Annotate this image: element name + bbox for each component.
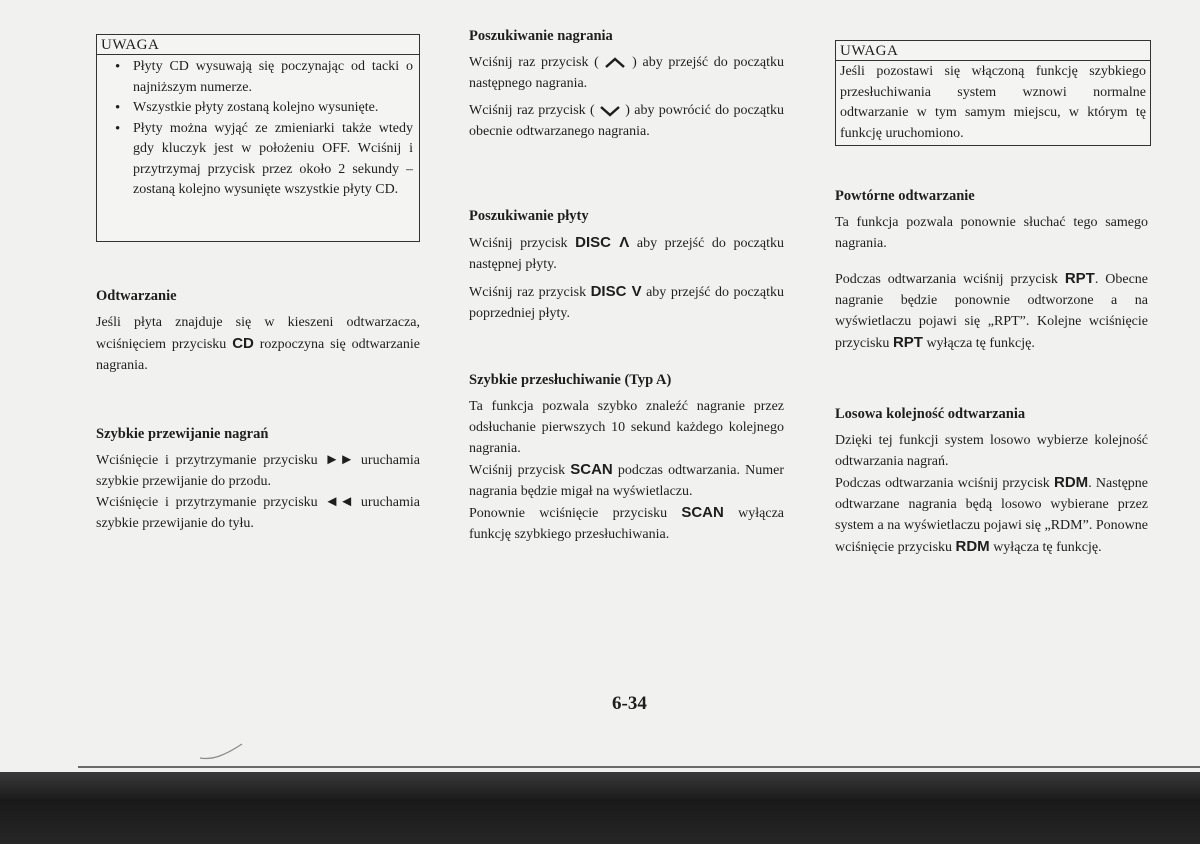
section-text: Ponownie wciśnięcie przycisku SCAN wyłącza funkcję szybkiego przesłuchiwania. — [469, 504, 784, 542]
section-heading: Poszukiwanie płyty — [469, 208, 589, 224]
rdm-button-label: RDM — [955, 538, 990, 555]
rpt-button-label: RPT — [892, 334, 923, 351]
pen-mark-icon — [198, 742, 244, 762]
page-edge-line — [78, 766, 1200, 768]
notice-header: UWAGA — [97, 35, 419, 55]
notice-item: • Płyty CD wysuwają się poczynając od tacki o najniższym numerze. — [133, 57, 413, 98]
page-number: 6-34 — [612, 693, 647, 714]
section-heading: Poszukiwanie nagrania — [469, 28, 613, 44]
section-track-search — [469, 26, 784, 142]
section-heading: Losowa kolejność odtwarzania — [835, 406, 1026, 422]
notice-list — [97, 55, 419, 203]
notice-header: UWAGA — [836, 41, 1150, 61]
chevron-up-icon — [604, 57, 626, 69]
cd-button-label: CD — [232, 335, 254, 352]
section-text: Wciśnij raz przycisk DISC V aby przejść do początku poprzedniej płyty. — [469, 283, 784, 321]
section-text: Jeśli płyta znajduje się w kieszeni odtwarzacza, wciśnięciem przycisku CD rozpoczyna się odtwarzanie nagrania. — [96, 315, 420, 373]
chevron-down-icon — [599, 105, 621, 117]
scan-button-label: SCAN — [681, 504, 724, 521]
scan-background-strip — [0, 772, 1200, 844]
section-random — [835, 404, 1148, 558]
disc-down-button-label: DISC V — [590, 283, 642, 300]
section-playback — [96, 286, 420, 376]
fast-forward-icon: ►► — [324, 452, 355, 468]
scan-button-label: SCAN — [570, 461, 613, 478]
notice-item: • Płyty można wyjąć ze zmieniarki także wtedy gdy kluczyk jest w położeniu OFF. Wciśnij i przytrzymaj przycisk przez około 2 sekundy – zostaną kolejno wysunięte wszystkie płyty CD. — [133, 119, 413, 201]
section-text: Wciśnięcie i przytrzymanie przycisku ◄◄ uruchamia szybkie przewijanie do tyłu. — [96, 494, 420, 531]
section-heading: Odtwarzanie — [96, 288, 177, 304]
section-fast-wind — [96, 424, 420, 534]
section-text: Wciśnij przycisk DISC Λ aby przejść do początku następnej płyty. — [469, 234, 785, 272]
notice-box-left — [96, 34, 420, 242]
rpt-button-label: RPT — [1064, 270, 1095, 287]
section-disc-search — [469, 206, 784, 324]
section-text: Wciśnięcie i przytrzymanie przycisku ►► uruchamia szybkie przewijanie do przodu. — [96, 452, 420, 489]
section-text: Ta funkcja pozwala ponownie słuchać tego samego nagrania. — [835, 215, 1148, 251]
section-text: Wciśnij raz przycisk ( ) aby przejść do początku następnego nagrania. — [469, 55, 784, 91]
section-text: Podczas odtwarzania wciśnij przycisk RPT. Obecne nagranie będzie ponownie odtworzone a na wyświetlaczu pojawi się „RPT”. Kolejne wciśnięcie przycisku RPT wyłącza tę funkcję. — [835, 270, 1148, 351]
section-heading: Powtórne odtwarzanie — [835, 188, 975, 204]
section-heading: Szybkie przewijanie nagrań — [96, 426, 269, 442]
rewind-icon: ◄◄ — [324, 494, 355, 510]
section-text: Wciśnij przycisk SCAN podczas odtwarzania. Numer nagrania będzie migał na wyświetlaczu. — [469, 461, 784, 499]
rdm-button-label: RDM — [1054, 474, 1089, 491]
section-text: Podczas odtwarzania wciśnij przycisk RDM. Następne odtwarzane nagrania będą losowo wybierane przez system a na wyświetlaczu pojawi się „RDM”. Ponowne wciśnięcie przycisku RDM wyłącza tę funkcję. — [835, 474, 1148, 555]
section-scan — [469, 370, 784, 545]
notice-text: Jeśli pozostawi się włączoną funkcję szybkiego przesłuchiwania system wznowi normalne odtwarzanie w tym samym miejscu, w którym tę funkcję uruchomiono. — [840, 64, 1146, 141]
section-heading: Szybkie przesłuchiwanie (Typ A) — [469, 372, 672, 388]
section-text: Wciśnij raz przycisk ( ) aby powrócić do początku obecnie odtwarzanego nagrania. — [469, 103, 785, 139]
notice-box-right — [835, 40, 1151, 146]
disc-up-button-label: DISC Λ — [575, 234, 630, 251]
notice-item: • Wszystkie płyty zostaną kolejno wysunięte. — [133, 98, 413, 119]
section-repeat — [835, 186, 1148, 354]
section-text: Ta funkcja pozwala szybko znaleźć nagranie przez odsłuchanie pierwszych 10 sekund każdego kolejnego nagrania. — [469, 399, 784, 456]
section-text: Dzięki tej funkcji system losowo wybierze kolejność odtwarzania nagrań. — [835, 433, 1148, 469]
